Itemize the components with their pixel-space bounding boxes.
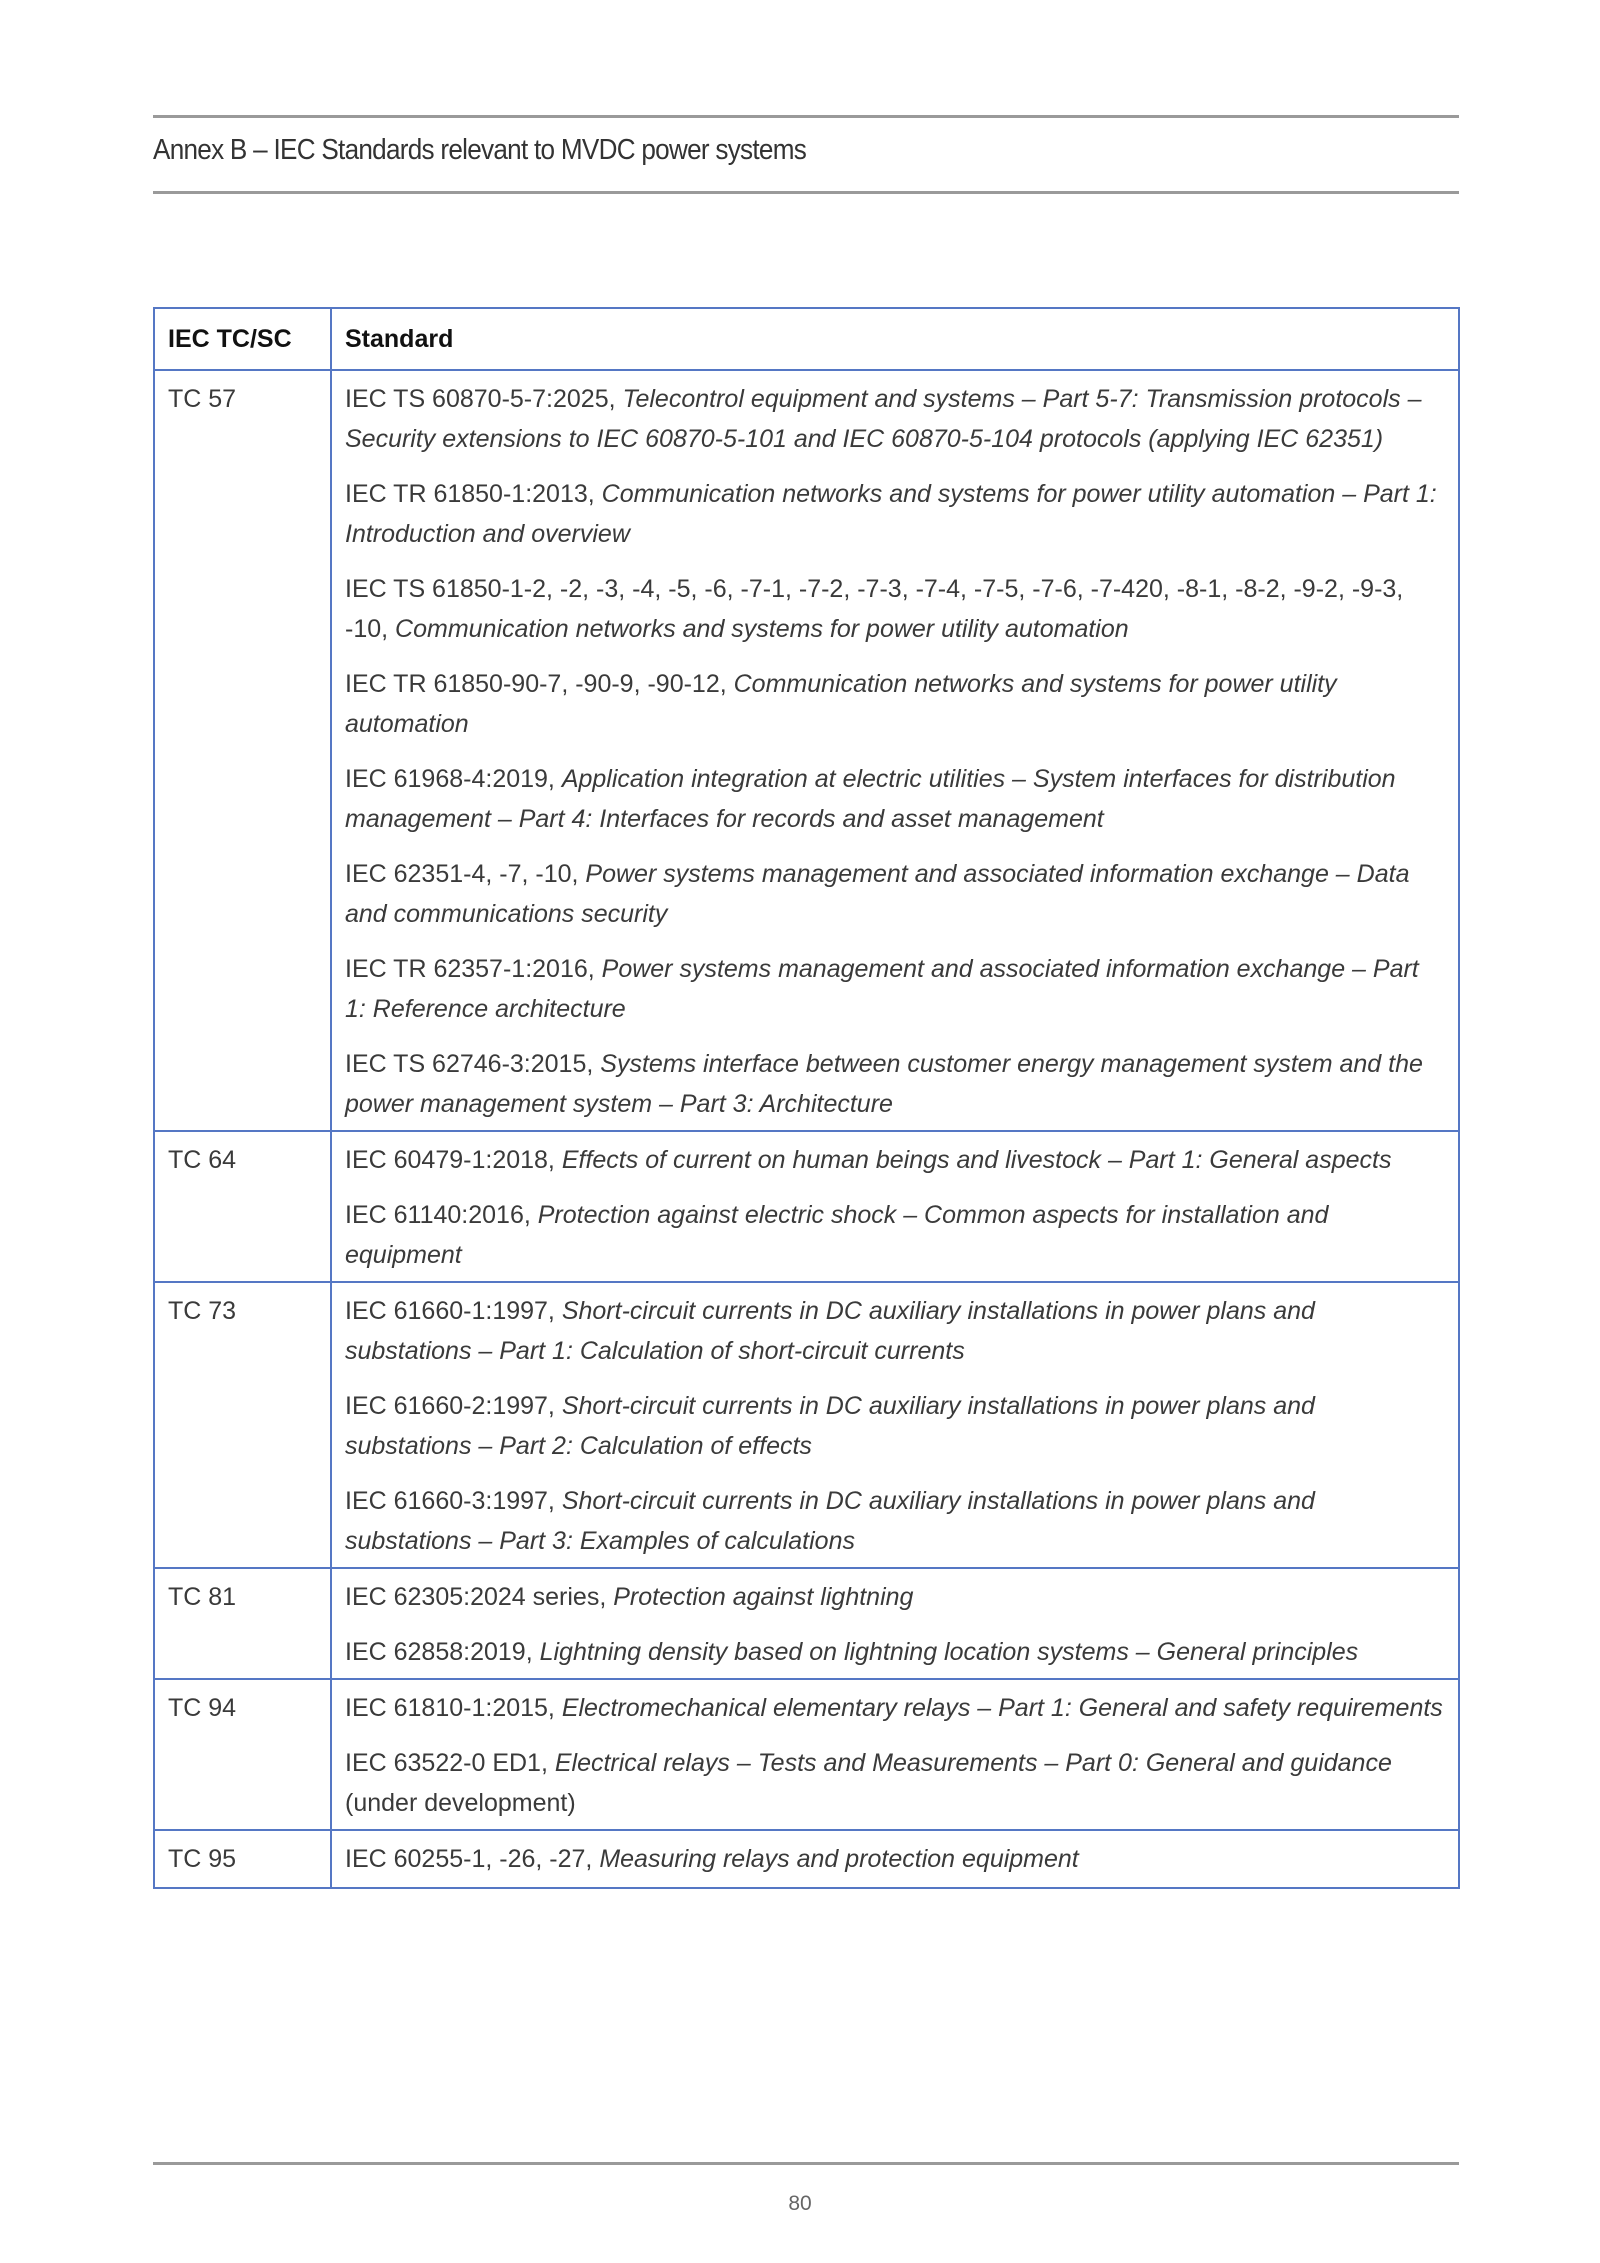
standard-code: IEC 62305:2024 series, bbox=[345, 1583, 614, 1611]
standard-entry bbox=[345, 1839, 1445, 1879]
tc-cell: TC 57 bbox=[154, 370, 331, 1131]
standard-code: IEC 62351-4, -7, -10, bbox=[345, 860, 586, 888]
standard-entry bbox=[345, 1688, 1445, 1728]
standard-title: Telecontrol equipment and systems – Part 5-7: Transmission protocols – Security extensions to IEC 60870-5-101 and IEC 60870-5-104 protocols (applying IEC 62351) bbox=[345, 385, 1422, 453]
standard-title: Measuring relays and protection equipment bbox=[599, 1845, 1079, 1873]
standard-title: Communication networks and systems for power utility automation bbox=[395, 615, 1129, 643]
standard-cell bbox=[331, 1830, 1459, 1888]
standard-entry bbox=[345, 1044, 1445, 1124]
standard-entry bbox=[345, 1386, 1445, 1466]
standard-title: Short-circuit currents in DC auxiliary installations in power plans and substations – Part 2: Calculation of effects bbox=[345, 1392, 1315, 1460]
standard-note: (under development) bbox=[345, 1789, 576, 1817]
standard-entry bbox=[345, 949, 1445, 1029]
standard-entry bbox=[345, 1481, 1445, 1561]
standard-code: IEC 61140:2016, bbox=[345, 1201, 538, 1229]
table-row bbox=[154, 1131, 1459, 1282]
standard-title: Lightning density based on lightning location systems – General principles bbox=[539, 1638, 1359, 1666]
standard-title: Effects of current on human beings and livestock – Part 1: General aspects bbox=[561, 1146, 1392, 1174]
standard-title: Short-circuit currents in DC auxiliary installations in power plans and substations – Part 1: Calculation of short-circuit currents bbox=[345, 1297, 1315, 1365]
standards-table bbox=[153, 307, 1460, 1889]
standard-title: Protection against lightning bbox=[613, 1583, 914, 1611]
table-row bbox=[154, 1282, 1459, 1568]
standard-code: IEC 61660-3:1997, bbox=[345, 1487, 562, 1515]
standard-title: Application integration at electric utilities – System interfaces for distribution management – Part 4: Interfaces for records and asset management bbox=[345, 765, 1396, 833]
standard-entry bbox=[345, 1140, 1445, 1180]
table-row bbox=[154, 1679, 1459, 1830]
standard-entry bbox=[345, 1195, 1445, 1275]
standard-cell bbox=[331, 1282, 1459, 1568]
running-header-title: Annex B – IEC Standards relevant to MVDC power systems bbox=[153, 134, 807, 166]
tc-cell: TC 95 bbox=[154, 1830, 331, 1888]
standard-title: Communication networks and systems for power utility automation bbox=[345, 670, 1337, 738]
standard-cell bbox=[331, 1568, 1459, 1679]
standard-code: IEC 61810-1:2015, bbox=[345, 1694, 562, 1722]
standard-code: IEC 61660-1:1997, bbox=[345, 1297, 562, 1325]
standard-code: IEC 61968-4:2019, bbox=[345, 765, 562, 793]
standard-code: IEC 60255-1, -26, -27, bbox=[345, 1845, 600, 1873]
standard-code: IEC 63522-0 ED1, bbox=[345, 1749, 555, 1777]
table-row bbox=[154, 1568, 1459, 1679]
header-rule-top bbox=[153, 115, 1459, 118]
tc-cell: TC 64 bbox=[154, 1131, 331, 1282]
standard-cell bbox=[331, 1131, 1459, 1282]
standard-entry bbox=[345, 474, 1445, 554]
standard-entry bbox=[345, 569, 1445, 649]
standard-code: IEC TS 61850-1-2, -2, -3, -4, -5, -6, -7-1, -7-2, -7-3, -7-4, -7-5, -7-6, -7-420, -8-1, -8-2, -9-2, -9-3, -10, bbox=[345, 575, 1404, 643]
column-header-standard: Standard bbox=[331, 308, 1459, 370]
standard-entry bbox=[345, 1743, 1445, 1823]
standard-entry bbox=[345, 854, 1445, 934]
standard-code: IEC TR 61850-1:2013, bbox=[345, 480, 602, 508]
standard-entry bbox=[345, 1291, 1445, 1371]
standard-entry bbox=[345, 759, 1445, 839]
header-rule-bottom bbox=[153, 191, 1459, 194]
standard-title: Electromechanical elementary relays – Part 1: General and safety requirements bbox=[561, 1694, 1443, 1722]
standard-title: Electrical relays – Tests and Measurements – Part 0: General and guidance bbox=[554, 1749, 1392, 1777]
standard-code: IEC TR 62357-1:2016, bbox=[345, 955, 602, 983]
standard-entry bbox=[345, 1577, 1445, 1617]
tc-cell: TC 94 bbox=[154, 1679, 331, 1830]
page-number: 80 bbox=[788, 2192, 812, 2215]
tc-cell: TC 81 bbox=[154, 1568, 331, 1679]
standard-title: Communication networks and systems for power utility automation – Part 1: Introduction and overview bbox=[345, 480, 1437, 548]
standard-title: Short-circuit currents in DC auxiliary installations in power plans and substations – Part 3: Examples of calculations bbox=[345, 1487, 1315, 1555]
table-header-row bbox=[154, 308, 1459, 370]
standard-code: IEC TR 61850-90-7, -90-9, -90-12, bbox=[345, 670, 734, 698]
standard-code: IEC 62858:2019, bbox=[345, 1638, 540, 1666]
standard-code: IEC 61660-2:1997, bbox=[345, 1392, 562, 1420]
standard-title: Protection against electric shock – Common aspects for installation and equipment bbox=[345, 1201, 1329, 1269]
standard-entry bbox=[345, 379, 1445, 459]
standard-entry bbox=[345, 664, 1445, 744]
standard-title: Power systems management and associated information exchange – Data and communications security bbox=[345, 860, 1410, 928]
footer-rule bbox=[153, 2162, 1459, 2165]
standard-title: Systems interface between customer energy management system and the power management system – Part 3: Architecture bbox=[345, 1050, 1423, 1118]
standard-cell bbox=[331, 370, 1459, 1131]
standard-code: IEC 60479-1:2018, bbox=[345, 1146, 562, 1174]
standard-code: IEC TS 62746-3:2015, bbox=[345, 1050, 601, 1078]
column-header-tc: IEC TC/SC bbox=[154, 308, 331, 370]
table-row bbox=[154, 370, 1459, 1131]
standard-code: IEC TS 60870-5-7:2025, bbox=[345, 385, 623, 413]
table-row bbox=[154, 1830, 1459, 1888]
standard-cell bbox=[331, 1679, 1459, 1830]
tc-cell: TC 73 bbox=[154, 1282, 331, 1568]
standard-title: Power systems management and associated information exchange – Part 1: Reference architecture bbox=[345, 955, 1419, 1023]
standard-entry bbox=[345, 1632, 1445, 1672]
